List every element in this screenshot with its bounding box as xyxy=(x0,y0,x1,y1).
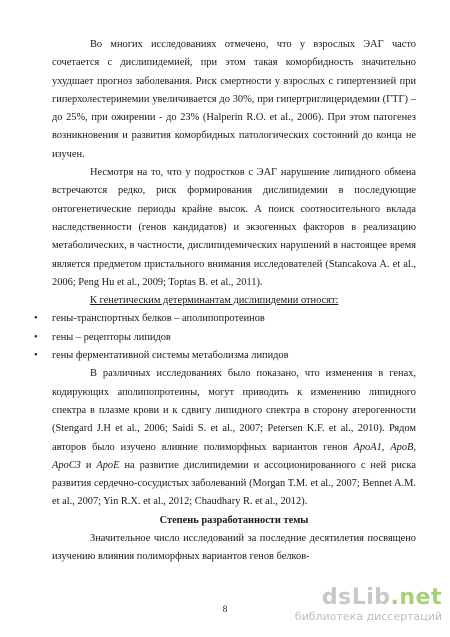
list-item: • гены – рецепторы липидов xyxy=(34,329,416,347)
paragraph-apolipoprotein-genes xyxy=(52,365,416,511)
gene-name: ApoB xyxy=(390,441,414,453)
section-heading: Степень разработанности темы xyxy=(159,514,309,526)
paragraph-adolescents: Несмотря на то, что у подростков с ЭАГ нарушение липидного обмена встречаются редко, риск формирования дислипидемии в последующие онтогенетические периоды крайне высок. А поиск соотносительного вклада наследственности (генов кандидатов) и экзогенных факторов в реализацию метаболических, в частности, дислипидемических нарушений в настоящее время является предметом пристального внимания исследователей (Stancakova A. et al., 2006; Peng Hu et al., 2009; Toptas B. et al., 2011). xyxy=(52,167,416,288)
gene-name: ApoC3 xyxy=(52,459,81,471)
watermark-subtitle: библиотека диссертаций xyxy=(294,610,442,623)
text-run: на развитие дислипидемии и ассоционированного с ней риска развития сердечно-сосудистых заболеваний (Morgan T.M. et al., 2007; Bennet A.M. et al., 2007; Yin R.X. et al., 2012; Chaudhary R. et al., 2012). xyxy=(52,459,416,508)
text-run: , xyxy=(381,441,391,453)
list-heading: К генетическим детерминантам дислипидемии относят: xyxy=(90,295,339,307)
paragraph-polymorphism: Значительное число исследований за последние десятилетия посвящено изучению влияния полиморфных вариантов генов белков- xyxy=(52,533,416,563)
text-run: , xyxy=(413,441,416,453)
gene-name: ApoE xyxy=(96,459,120,471)
list-item: • гены ферментативной системы метаболизма липидов xyxy=(34,347,416,365)
gene-list xyxy=(52,310,416,365)
page-number: 8 xyxy=(222,604,228,614)
text-run: В различных исследованиях было показано, что изменения в генах, кодирующих аполипопротеины, могут приводить к изменению липидного спектра в плазме крови и к сдвигу липидного спектра в сторону атерогенности (Stengard J.H et al., 2006; Saidi S. et al., 2007; Petersen K.F. et al., 2010). Рядом авторов было изучено влияние полиморфных вариантов генов xyxy=(52,368,416,453)
gene-name: ApoA1 xyxy=(353,441,382,453)
page-body xyxy=(52,36,416,567)
watermark-logo-tld: .net xyxy=(390,585,442,610)
watermark-logo-main: dsLib xyxy=(321,585,391,610)
watermark-logo xyxy=(295,586,442,623)
list-item: • гены-транспортных белков – аполипопротеинов xyxy=(34,310,416,328)
paragraph-comorbidity: Во многих исследованиях отмечено, что у взрослых ЭАГ часто сочетается с дислипидемией, при этом такая коморбидность значительно ухудшает прогноз заболевания. Риск смертности у взрослых с гипертензией при гиперхолестеринемии увеличивается до 30%, при гипертриглицеридемии (ГТГ) – до 25%, при ожирении - до 23% (Halperin R.O. et al., 2006). При этом патогенез возникновения и развития коморбидных патологических состояний до конца не изучен. xyxy=(52,39,416,160)
text-run: и xyxy=(80,459,97,471)
watermark-logo-text xyxy=(295,586,442,610)
